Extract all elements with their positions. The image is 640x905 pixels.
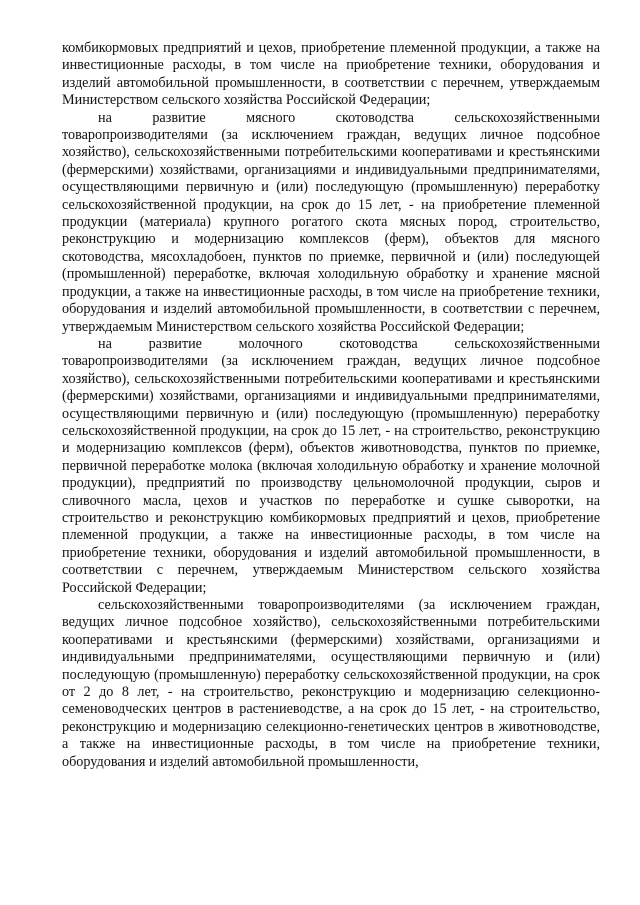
paragraph-1: комбикормовых предприятий и цехов, приобретение племенной продукции, а также на инвестиционные расходы, в том числе на приобретение техники, оборудования и изделий автомобильной промышленности, в соответствии с перечнем, утверждаемым Министерством сельского хозяйства Российской Федерации; (62, 40, 600, 109)
paragraph-4: сельскохозяйственными товаропроизводителями (за исключением граждан, ведущих личное подсобное хозяйство), сельскохозяйственными потребительскими кооперативами и крестьянскими (фермерскими) хозяйствами, организациями и индивидуальными предпринимателями, осуществляющими первичную и (или) последующую (промышленную) переработку сельскохозяйственной продукции, на срок от 2 до 8 лет, - на строительство, реконструкцию и модернизацию селекционно-семеноводческих центров в растениеводстве, а на срок до 15 лет, - на строительство, реконструкцию и модернизацию селекционно-генетических центров в животноводстве, а также на инвестиционные расходы, в том числе на приобретение техники, оборудования и изделий автомобильной промышленности, (62, 597, 600, 770)
document-page (62, 40, 600, 771)
paragraph-3: на развитие молочного скотоводства сельскохозяйственными товаропроизводителями (за исключением граждан, ведущих личное подсобное хозяйство), сельскохозяйственными потребительскими кооперативами и крестьянскими (фермерскими) хозяйствами, организациями и индивидуальными предпринимателями, осуществляющими первичную и (или) последующую (промышленную) переработку сельскохозяйственной продукции, на срок до 15 лет, - на строительство, реконструкцию и модернизацию комплексов (ферм), объектов животноводства, пунктов по приемке, первичной переработке молока (включая холодильную обработку и хранение молочной продукции), предприятий по производству цельномолочной продукции, сыров и сливочного масла, цехов и участков по переработке и сушке сыворотки, на строительство и реконструкцию комбикормовых предприятий и цехов, приобретение племенной продукции, а также на инвестиционные расходы, в том числе на приобретение техники, оборудования и изделий автомобильной промышленности, в соответствии с перечнем, утверждаемым Министерством сельского хозяйства Российской Федерации; (62, 335, 600, 596)
paragraph-2: на развитие мясного скотоводства сельскохозяйственными товаропроизводителями (за исключением граждан, ведущих личное подсобное хозяйство), сельскохозяйственными потребительскими кооперативами и крестьянскими (фермерскими) хозяйствами, организациями и индивидуальными предпринимателями, осуществляющими первичную и (или) последующую (промышленную) переработку сельскохозяйственной продукции, на срок до 15 лет, - на приобретение племенной продукции (материала) крупного рогатого скота мясных пород, строительство, реконструкцию и модернизацию комплексов (ферм), объектов для мясного скотоводства, мясохладобоен, пунктов по приемке, первичной и (или) последующей (промышленной) переработке, включая холодильную обработку и хранение мясной продукции, а также на инвестиционные расходы, в том числе на приобретение техники, оборудования и изделий автомобильной промышленности, в соответствии с перечнем, утверждаемым Министерством сельского хозяйства Российской Федерации; (62, 109, 600, 335)
